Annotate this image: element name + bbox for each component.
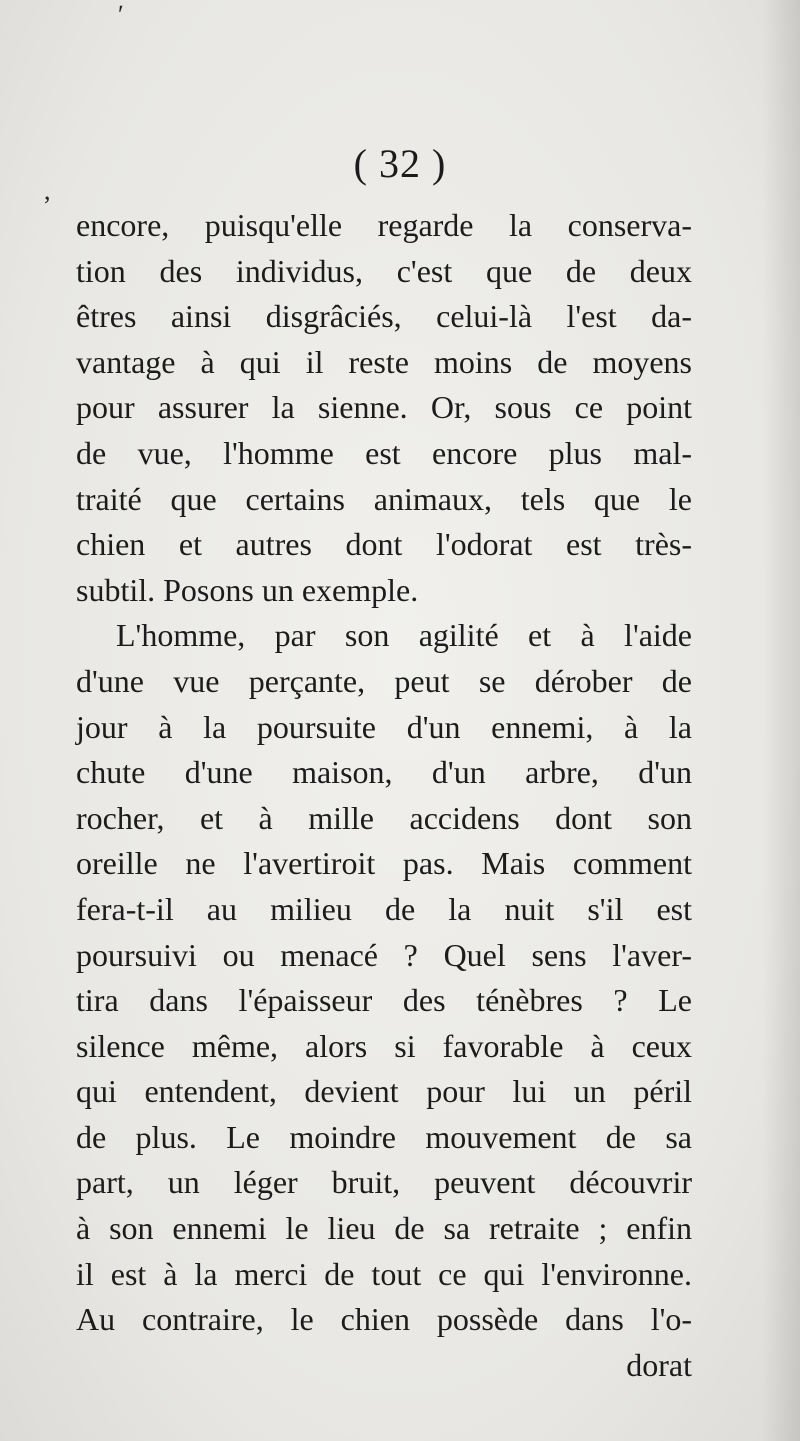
page-number-header: ( 32 ) [353,141,447,186]
text-line: de plus. Le moindre mouvement de sa [76,1118,692,1155]
text-line: êtres ainsi disgrâciés, celui-là l'est da- [76,298,692,335]
text-line: chien et autres dont l'odorat est très- [76,526,692,563]
text-line: encore, puisqu'elle regarde la conserva- [76,207,692,243]
text-line: tira dans l'épaisseur des ténèbres ? Le [76,982,692,1019]
text-line: tion des individus, c'est que de deux [76,252,692,289]
text-line: jour à la poursuite d'un ennemi, à la [76,708,692,745]
text-line: à son ennemi le lieu de sa retraite ; enfin [76,1210,692,1247]
text-line: d'une vue perçante, peut se dérober de [76,662,692,699]
text-line: chute d'une maison, d'un arbre, d'un [76,754,692,791]
text-line: fera-t-il au milieu de la nuit s'il est [76,890,692,927]
text-line: qui entendent, devient pour lui un péril [76,1073,692,1110]
ink-speck: ʹ [118,0,124,29]
ink-speck: , [44,176,51,205]
text-line: rocher, et à mille accidens dont son [76,799,692,836]
page-edge-shadow [762,0,800,1441]
text-line: de vue, l'homme est encore plus mal- [76,434,692,471]
text-line: oreille ne l'avertiroit pas. Mais comment [76,845,692,882]
text-line: part, un léger bruit, peuvent découvrir [76,1164,692,1201]
text-line: subtil. Posons un exemple. [76,571,419,608]
text-line: traité que certains animaux, tels que le [76,480,692,517]
text-line: vantage à qui il reste moins de moyens [76,343,692,380]
text-line: pour assurer la sienne. Or, sous ce point [76,389,692,426]
text-line: silence même, alors si favorable à ceux [76,1027,692,1064]
text-line: poursuivi ou menacé ? Quel sens l'aver- [76,936,692,973]
text-line: il est à la merci de tout ce qui l'environne. [76,1255,692,1292]
text-line: Au contraire, le chien possède dans l'o- [76,1301,692,1338]
catchword: dorat [626,1346,692,1383]
paragraph-start-line: L'homme, par son agilité et à l'aide [116,617,692,654]
body-text [76,203,692,1388]
